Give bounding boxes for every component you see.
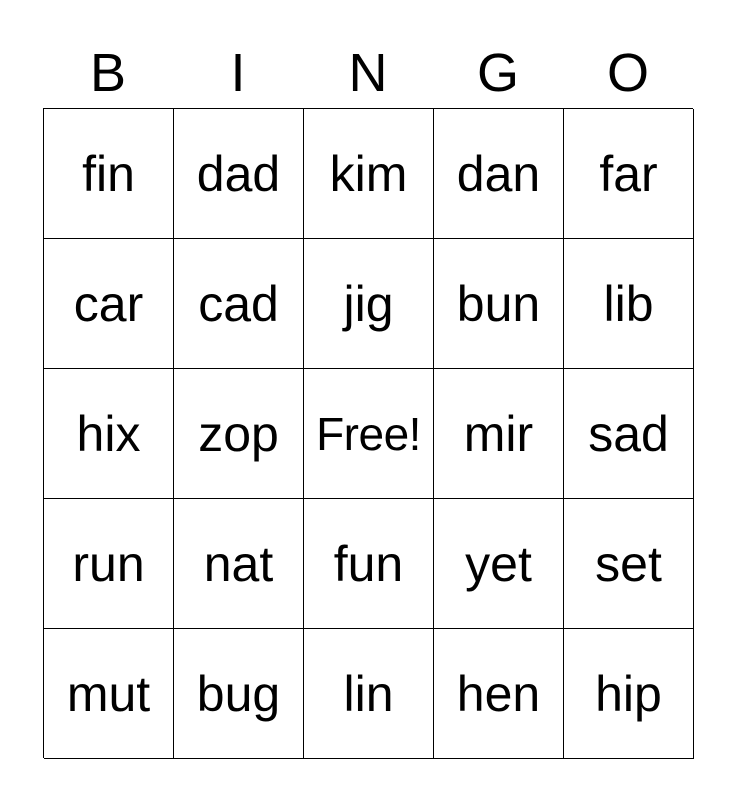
bingo-cell-r4-c5[interactable]: set	[564, 499, 694, 629]
bingo-cell-r2-c4[interactable]: bun	[434, 239, 564, 369]
header-letter-n: N	[348, 43, 388, 103]
bingo-cell-r4-c2[interactable]: nat	[174, 499, 304, 629]
bingo-cell-r1-c1[interactable]: fin	[44, 109, 174, 239]
bingo-cell-r4-c3[interactable]: fun	[304, 499, 434, 629]
header-letter-b: B	[89, 43, 127, 103]
bingo-cell-r1-c3[interactable]: kim	[304, 109, 434, 239]
bingo-cell-r3-c2[interactable]: zop	[174, 369, 304, 499]
bingo-cell-r2-c5[interactable]: lib	[564, 239, 694, 369]
bingo-cell-r3-c1[interactable]: hix	[44, 369, 174, 499]
bingo-cell-r5-c2[interactable]: bug	[174, 629, 304, 759]
bingo-cell-r3-c5[interactable]: sad	[564, 369, 694, 499]
bingo-cell-r5-c1[interactable]: mut	[44, 629, 174, 759]
bingo-header	[43, 38, 693, 108]
bingo-cell-r2-c2[interactable]: cad	[174, 239, 304, 369]
bingo-board	[43, 108, 693, 758]
bingo-cell-r1-c2[interactable]: dad	[174, 109, 304, 239]
free-space-cell[interactable]: Free!	[304, 369, 434, 499]
header-letter-o: O	[606, 43, 649, 103]
header-letter-i: I	[230, 43, 246, 103]
bingo-cell-r2-c3[interactable]: jig	[304, 239, 434, 369]
bingo-cell-r1-c4[interactable]: dan	[434, 109, 564, 239]
bingo-cell-r1-c5[interactable]: far	[564, 109, 694, 239]
bingo-cell-r5-c5[interactable]: hip	[564, 629, 694, 759]
bingo-cell-r4-c1[interactable]: run	[44, 499, 174, 629]
bingo-cell-r3-c4[interactable]: mir	[434, 369, 564, 499]
bingo-cell-r2-c1[interactable]: car	[44, 239, 174, 369]
bingo-cell-r4-c4[interactable]: yet	[434, 499, 564, 629]
header-letter-g: G	[476, 43, 519, 103]
bingo-cell-r5-c4[interactable]: hen	[434, 629, 564, 759]
bingo-cell-r5-c3[interactable]: lin	[304, 629, 434, 759]
